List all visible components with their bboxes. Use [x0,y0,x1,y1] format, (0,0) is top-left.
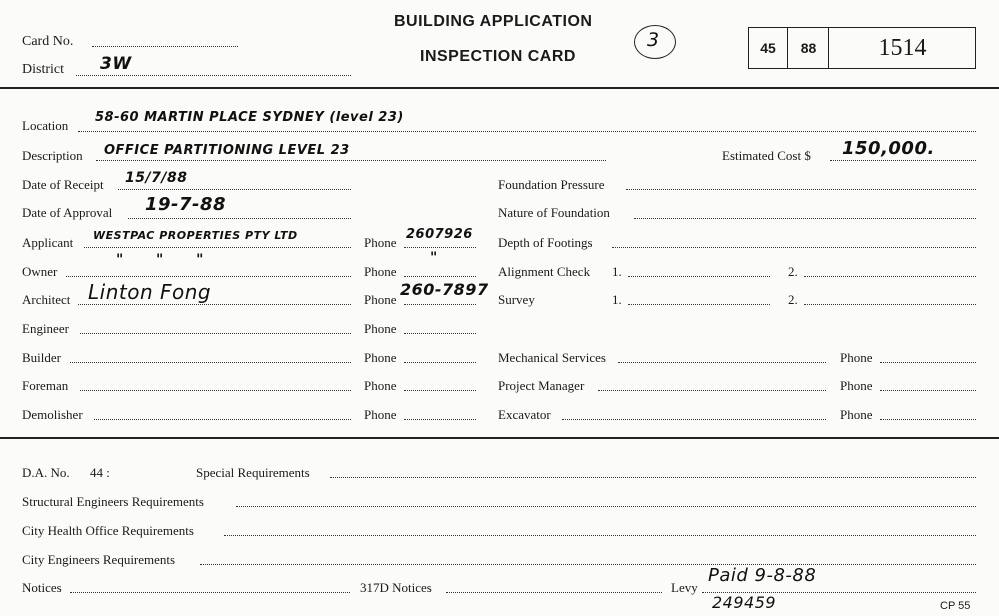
date-approval-label: Date of Approval [22,205,113,220]
alignment-check-field-2[interactable] [804,276,976,277]
foundation-pressure-field[interactable] [626,189,976,190]
depth-footings-label: Depth of Footings [498,235,593,250]
engineer-field[interactable] [80,333,351,334]
district-label: District [22,62,64,77]
builder-field[interactable] [70,362,351,363]
city-eng-req-label: City Engineers Requirements [22,552,176,567]
district-value: 3W [100,54,132,74]
mechanical-phone-field[interactable] [880,362,976,363]
location-label: Location [22,118,69,133]
levy-label: Levy [671,580,698,595]
box-cell-year: 88 [789,28,829,68]
excavator-phone-field[interactable] [880,419,976,420]
excavator-field[interactable] [562,419,826,420]
alignment-check-field-1[interactable] [628,276,770,277]
engineer-phone-field[interactable] [404,333,476,334]
mechanical-label: Mechanical Services [498,350,606,365]
depth-footings-field[interactable] [612,247,976,248]
notices-label: Notices [22,580,62,595]
project-manager-field[interactable] [598,390,826,391]
top-rule [0,87,999,89]
architect-phone-label: Phone [364,292,397,307]
nature-foundation-field[interactable] [634,218,976,219]
card-no-field[interactable] [92,46,238,47]
city-eng-req-field[interactable] [200,564,976,565]
demolisher-field[interactable] [94,419,351,420]
project-manager-phone-label: Phone [840,378,873,393]
notices-field[interactable] [70,592,350,593]
notices-317d-label: 317D Notices [360,580,432,595]
levy-receipt-number: 249459 [712,593,777,612]
alignment-num-2: 2. [788,264,798,279]
estimated-cost-field[interactable] [830,160,976,161]
structural-req-label: Structural Engineers Requirements [22,494,204,509]
owner-phone-value: " [430,250,438,266]
foreman-phone-label: Phone [364,378,397,393]
applicant-phone-field[interactable] [404,247,476,248]
demolisher-phone-label: Phone [364,407,397,422]
owner-phone-field[interactable] [404,276,476,277]
architect-field[interactable] [78,304,351,305]
da-no-value: 44 : [90,465,110,480]
date-approval-field[interactable] [128,218,351,219]
applicant-value: WESTPAC PROPERTIES PTY LTD [93,229,298,242]
card-no-label: Card No. [22,34,74,49]
alignment-check-label: Alignment Check [498,264,591,279]
applicant-field[interactable] [84,247,351,248]
middle-rule [0,437,999,439]
owner-field[interactable] [66,276,351,277]
builder-label: Builder [22,350,61,365]
project-manager-phone-field[interactable] [880,390,976,391]
special-req-field[interactable] [330,477,976,478]
estimated-cost-value: 150,000. [842,138,935,159]
architect-phone-value: 260-7897 [400,280,489,299]
architect-phone-field[interactable] [404,304,476,305]
survey-num-1: 1. [612,292,622,307]
special-req-label: Special Requirements [196,465,310,480]
box-cell-year-prefix: 45 [749,28,788,68]
survey-field-1[interactable] [628,304,770,305]
circled-number: 3 [647,29,660,51]
survey-num-2: 2. [788,292,798,307]
excavator-label: Excavator [498,407,551,422]
mechanical-phone-label: Phone [840,350,873,365]
description-field[interactable] [96,160,606,161]
location-value: 58-60 MARTIN PLACE SYDNEY (level 23) [95,110,404,125]
foreman-field[interactable] [80,390,351,391]
engineer-phone-label: Phone [364,321,397,336]
notices-317d-field[interactable] [446,592,662,593]
survey-field-2[interactable] [804,304,976,305]
date-receipt-value: 15/7/88 [125,170,188,186]
demolisher-label: Demolisher [22,407,83,422]
circled-number-badge [634,25,676,59]
survey-label: Survey [498,292,535,307]
location-field[interactable] [78,131,976,132]
excavator-phone-label: Phone [840,407,873,422]
date-approval-value: 19-7-88 [145,194,227,215]
project-manager-label: Project Manager [498,378,585,393]
foundation-pressure-label: Foundation Pressure [498,177,605,192]
box-cell-number: 1514 [878,34,927,61]
owner-label: Owner [22,264,58,279]
district-field[interactable] [76,75,351,76]
foreman-label: Foreman [22,378,69,393]
description-label: Description [22,148,83,163]
engineer-label: Engineer [22,321,69,336]
health-req-label: City Health Office Requirements [22,523,194,538]
form-title-line2: INSPECTION CARD [420,48,576,65]
structural-req-field[interactable] [236,506,976,507]
applicant-phone-label: Phone [364,235,397,250]
architect-value: Linton Fong [88,280,212,304]
applicant-phone-value: 2607926 [406,227,473,242]
form-title-line1: BUILDING APPLICATION [394,13,593,30]
health-req-field[interactable] [224,535,976,536]
date-receipt-label: Date of Receipt [22,177,104,192]
foreman-phone-field[interactable] [404,390,476,391]
applicant-label: Applicant [22,235,74,250]
levy-value: Paid 9-8-88 [708,565,817,586]
card-number-box [748,27,976,69]
architect-label: Architect [22,292,71,307]
alignment-num-1: 1. [612,264,622,279]
date-receipt-field[interactable] [118,189,351,190]
estimated-cost-label: Estimated Cost $ [722,148,811,163]
builder-phone-label: Phone [364,350,397,365]
mechanical-field[interactable] [618,362,826,363]
da-no-label: D.A. No. [22,465,70,480]
nature-foundation-label: Nature of Foundation [498,205,610,220]
demolisher-phone-field[interactable] [404,419,476,420]
owner-phone-label: Phone [364,264,397,279]
owner-value: " " " [116,252,204,268]
description-value: OFFICE PARTITIONING LEVEL 23 [104,143,350,158]
form-code: CP 55 [940,600,971,612]
builder-phone-field[interactable] [404,362,476,363]
